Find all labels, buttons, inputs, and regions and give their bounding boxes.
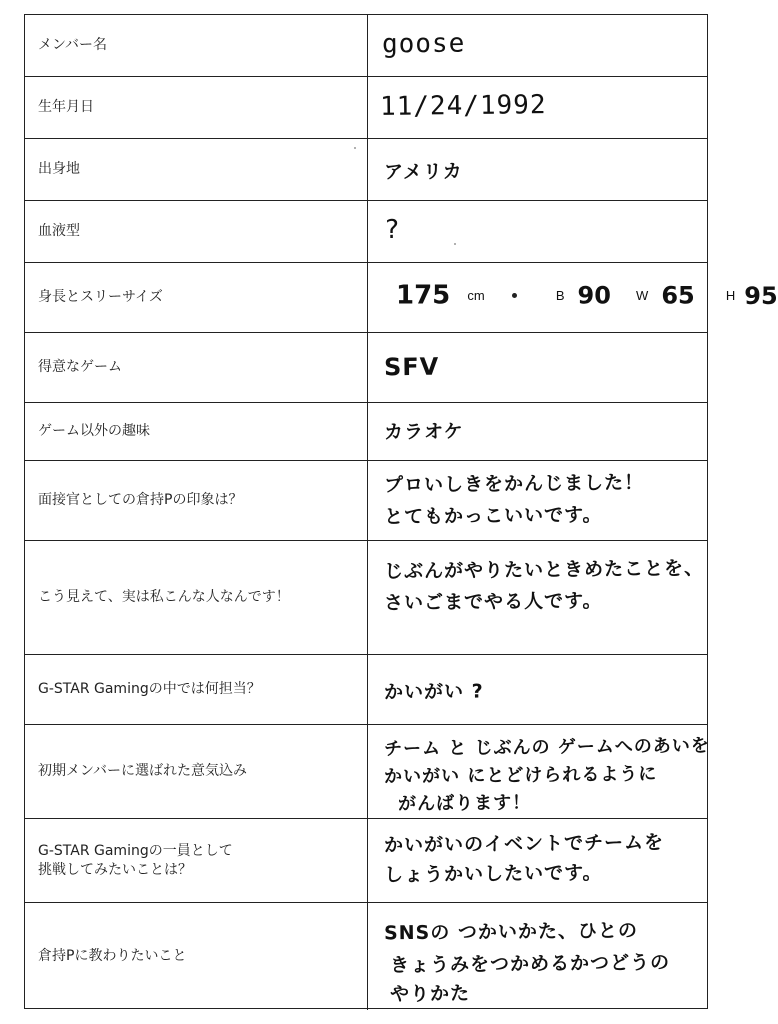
hip-value: 95 xyxy=(744,281,778,310)
row-measurements xyxy=(25,263,778,333)
answer-line: さいごまでやる人です。 xyxy=(383,589,603,615)
handwritten-answer xyxy=(368,15,707,76)
answer-line: カラオケ xyxy=(383,420,464,444)
handwritten-answer xyxy=(368,139,707,200)
profile-form xyxy=(24,14,778,1009)
measurements-answer xyxy=(368,263,778,332)
handwritten-answer xyxy=(368,725,710,818)
hip-label: H xyxy=(725,288,736,303)
bust-label: B xyxy=(555,288,565,303)
waist-value: 65 xyxy=(661,281,695,310)
handwritten-answer xyxy=(368,77,707,138)
handwritten-answer xyxy=(368,903,707,1010)
handwritten-answer xyxy=(368,201,707,262)
field-label: 血液型 xyxy=(25,201,368,262)
answer-line: かいがい にとどけられるように xyxy=(383,763,658,788)
row-favorite-game xyxy=(25,333,707,403)
row-hobby xyxy=(25,403,707,461)
handwritten-answer xyxy=(368,655,707,724)
row-motivation xyxy=(25,725,710,819)
row-blood-type xyxy=(25,201,707,263)
row-birthplace xyxy=(25,139,707,201)
handwritten-answer xyxy=(368,403,707,460)
field-label: 身長とスリーサイズ xyxy=(25,263,368,332)
answer-line: かいがいのイベントでチームを xyxy=(383,831,665,857)
waist-label: W xyxy=(636,288,649,303)
answer-line: じぶんがやりたいときめたことを、 xyxy=(383,557,705,583)
field-label: 出身地 xyxy=(25,139,368,200)
answer-line: きょうみをつかめるかつどうの xyxy=(389,951,671,977)
answer-line: チーム と じぶんの ゲームへのあいを xyxy=(383,735,710,760)
field-label: こう見えて、実は私こんな人なんです！ xyxy=(25,541,368,654)
answer-line: やりかた xyxy=(389,982,471,1006)
row-impression xyxy=(25,461,707,541)
answer-line: SNSの つかいかた、ひとの xyxy=(383,919,639,945)
field-label: ゲーム以外の趣味 xyxy=(25,403,368,460)
answer-line: プロいしきをかんじました！ xyxy=(383,471,645,497)
field-label: 初期メンバーに選ばれた意気込み xyxy=(25,725,368,818)
answer-line: ? xyxy=(383,214,401,246)
field-label: G-STAR Gamingの一員として 挑戦してみたいことは？ xyxy=(25,819,368,902)
answer-line: goose xyxy=(381,28,466,60)
height-unit: cm xyxy=(467,288,485,303)
field-label: メンバー名 xyxy=(25,15,368,76)
row-role xyxy=(25,655,707,725)
scan-speck xyxy=(454,243,456,245)
row-self-description xyxy=(25,541,707,655)
separator-dot xyxy=(512,293,517,298)
handwritten-answer xyxy=(368,819,707,902)
field-label: G-STAR Gamingの中では何担当？ xyxy=(25,655,368,724)
answer-line: かいがい ? xyxy=(383,680,484,704)
handwritten-answer xyxy=(368,333,707,402)
height-value: 175 xyxy=(396,280,451,311)
answer-line: がんばります！ xyxy=(397,792,532,815)
answer-line: しょうかいしたいです。 xyxy=(383,861,603,887)
row-member-name xyxy=(25,15,707,77)
row-want-to-learn xyxy=(25,903,707,1010)
answer-line: 11/24/1992 xyxy=(379,90,547,122)
field-label: 生年月日 xyxy=(25,77,368,138)
measurements-line xyxy=(396,280,778,311)
answer-line: とてもかっこいいです。 xyxy=(383,503,603,529)
answer-line: アメリカ xyxy=(383,160,463,184)
handwritten-answer xyxy=(368,461,707,540)
field-label: 面接官としての倉持Pの印象は？ xyxy=(25,461,368,540)
handwritten-answer xyxy=(368,541,707,654)
bust-value: 90 xyxy=(577,281,611,310)
field-label: 倉持Pに教わりたいこと xyxy=(25,903,368,1010)
answer-line: SFV xyxy=(383,352,440,382)
scan-speck xyxy=(354,147,356,149)
field-label: 得意なゲーム xyxy=(25,333,368,402)
row-challenge xyxy=(25,819,707,903)
row-birthday xyxy=(25,77,707,139)
